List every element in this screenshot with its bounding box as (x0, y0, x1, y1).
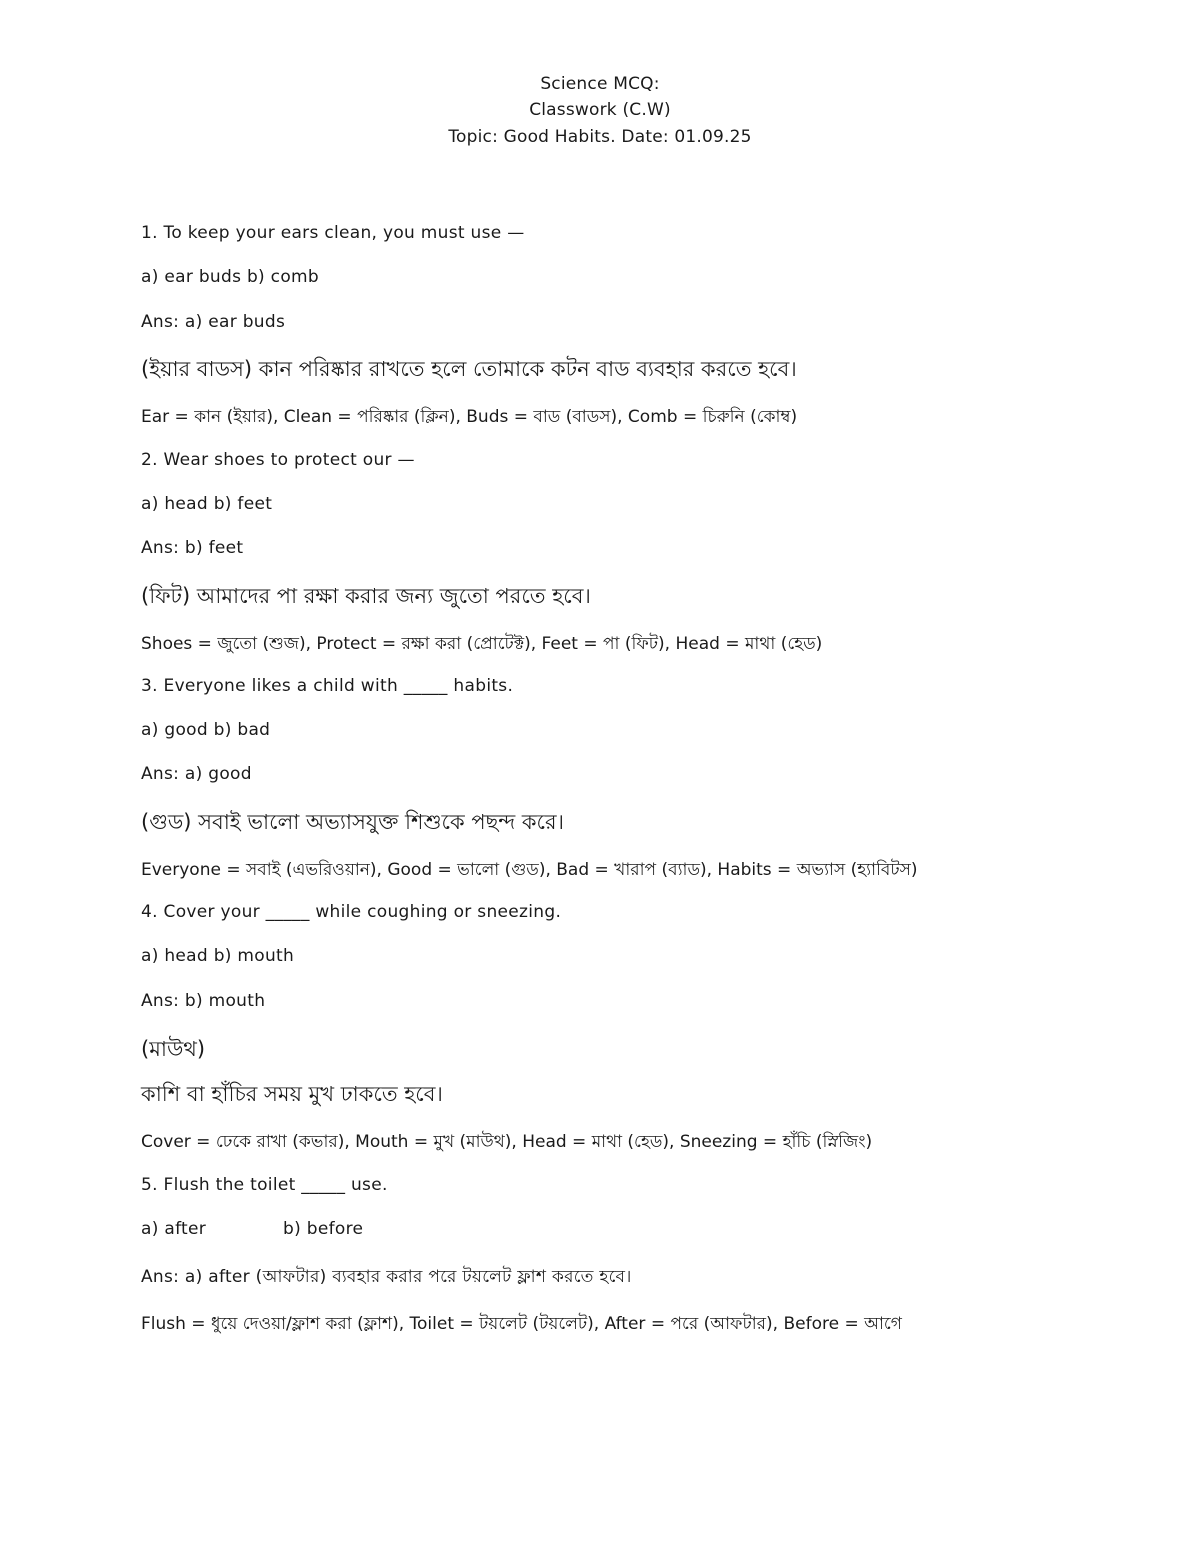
question-4-bengali-note-2: কাশি বা হাঁচির সময় মুখ ঢাকতে হবে। (141, 1082, 443, 1106)
question-3-bengali-note: (গুড) সবাই ভালো অভ্যাসযুক্ত শিশুকে পছন্দ করে। (141, 810, 565, 834)
question-1-vocabulary: Ear = কান (ইয়ার), Clean = পরিষ্কার (ক্লিন), Buds = বাড (বাডস), Comb = চিরুনি (কোম্ব) (141, 407, 798, 427)
question-1-answer: Ans: a) ear buds (141, 312, 286, 332)
question-5-option-b: b) before (283, 1219, 364, 1239)
question-5-answer: Ans: a) after (আফটার) ব্যবহার করার পরে টয়লেট ফ্লাশ করতে হবে। (141, 1267, 632, 1287)
question-5: 5. Flush the toilet _____ use. (141, 1175, 388, 1195)
question-4-bengali-note: (মাউথ) (141, 1037, 206, 1061)
question-3-answer: Ans: a) good (141, 764, 252, 784)
question-2-bengali-note: (ফিট) আমাদের পা রক্ষা করার জন্য জুতো পরতে হবে। (141, 584, 591, 608)
topic-date-line: Topic: Good Habits. Date: 01.09.25 (448, 127, 752, 147)
question-4-options: a) head b) mouth (141, 946, 295, 966)
question-1-options: a) ear buds b) comb (141, 267, 319, 287)
question-3: 3. Everyone likes a child with _____ habits. (141, 676, 514, 696)
question-2-vocabulary: Shoes = জুতো (শুজ), Protect = রক্ষা করা (প্রোটেক্ট), Feet = পা (ফিট), Head = মাথা (হেড) (141, 634, 823, 654)
question-4-vocabulary: Cover = ঢেকে রাখা (কভার), Mouth = মুখ (মাউথ), Head = মাথা (হেড), Sneezing = হাঁচি (স্নিজিং) (141, 1132, 873, 1152)
document-title: Science MCQ: (540, 74, 660, 94)
question-1-bengali-note: (ইয়ার বাডস) কান পরিষ্কার রাখতে হলে তোমাকে কটন বাড ব্যবহার করতে হবে। (141, 357, 797, 381)
question-4-answer: Ans: b) mouth (141, 991, 266, 1011)
question-5-option-a: a) after (141, 1219, 207, 1239)
question-2-answer: Ans: b) feet (141, 538, 244, 558)
document-subtitle: Classwork (C.W) (529, 100, 671, 120)
question-1: 1. To keep your ears clean, you must use — (141, 223, 525, 243)
question-5-vocabulary: Flush = ধুয়ে দেওয়া/ফ্লাশ করা (ফ্লাশ), Toilet = টয়লেট (টয়লেট), After = পরে (আফটার), Before = আগে (141, 1314, 902, 1334)
question-3-vocabulary: Everyone = সবাই (এভরিওয়ান), Good = ভালো (গুড), Bad = খারাপ (ব্যাড), Habits = অভ্যাস (হ্যাবিটস) (141, 860, 918, 880)
question-3-options: a) good b) bad (141, 720, 271, 740)
question-4: 4. Cover your _____ while coughing or sneezing. (141, 902, 562, 922)
question-5-options (141, 1219, 1141, 1239)
question-2-options: a) head b) feet (141, 494, 273, 514)
question-2: 2. Wear shoes to protect our — (141, 450, 415, 470)
